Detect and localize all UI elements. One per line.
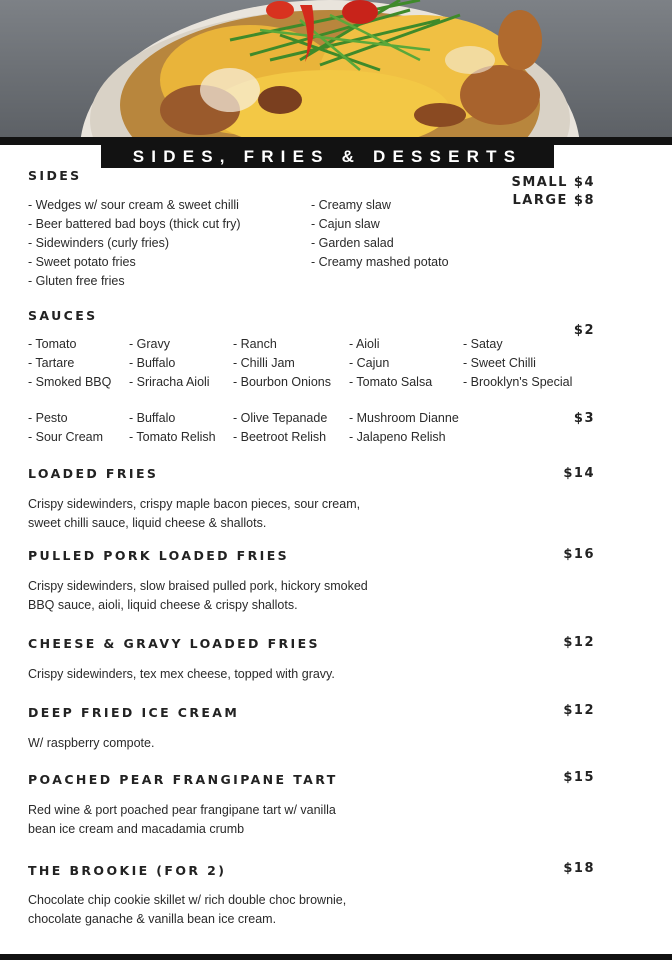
list-item: - Chilli Jam — [233, 356, 295, 370]
sauce-col — [233, 409, 327, 447]
list-item: - Aioli — [349, 337, 380, 351]
sides-price-small: SMALL $4 — [511, 175, 595, 190]
list-item: - Jalapeno Relish — [349, 430, 446, 444]
item-description — [28, 665, 335, 684]
list-item: - Tomato — [28, 337, 77, 351]
list-item: - Gravy — [129, 337, 170, 351]
list-item: - Wedges w/ sour cream & sweet chilli — [28, 198, 239, 212]
sides-price-large: LARGE $8 — [512, 193, 595, 208]
item-price: $18 — [563, 861, 595, 876]
loaded-fries-bowl-image — [0, 0, 672, 137]
sauce-col — [233, 335, 331, 392]
description-line: Red wine & port poached pear frangipane tart w/ vanilla — [28, 803, 336, 817]
list-item: - Bourbon Onions — [233, 375, 331, 389]
list-item: - Cajun slaw — [311, 217, 380, 231]
list-item: - Olive Tepanade — [233, 411, 328, 425]
item-price: $12 — [563, 635, 595, 650]
list-item: - Pesto — [28, 411, 68, 425]
item-name: LOADED FRIES — [28, 466, 159, 481]
sauce-col — [28, 335, 111, 392]
list-item: - Creamy mashed potato — [311, 255, 449, 269]
list-item: - Sriracha Aioli — [129, 375, 210, 389]
sides-heading: SIDES — [28, 168, 82, 183]
description-line: W/ raspberry compote. — [28, 736, 155, 750]
item-description — [28, 891, 346, 929]
sauces-price-3: $3 — [573, 411, 595, 426]
sauce-col — [349, 335, 432, 392]
description-line: bean ice cream and macadamia crumb — [28, 822, 245, 836]
list-item: - Creamy slaw — [311, 198, 391, 212]
header-band — [0, 137, 672, 145]
list-item: - Mushroom Dianne — [349, 411, 459, 425]
item-price: $14 — [563, 466, 595, 481]
list-item: - Buffalo — [129, 411, 176, 425]
list-item: - Brooklyn's Special — [463, 375, 573, 389]
description-line: Crispy sidewinders, slow braised pulled pork, hickory smoked — [28, 579, 368, 593]
list-item: - Garden salad — [311, 236, 394, 250]
item-name: CHEESE & GRAVY LOADED FRIES — [28, 636, 320, 651]
item-price: $12 — [563, 703, 595, 718]
sauce-col — [129, 335, 210, 392]
list-item: - Smoked BBQ — [28, 375, 112, 389]
list-item: - Sidewinders (curly fries) — [28, 236, 170, 250]
description-line: BBQ sauce, aioli, liquid cheese & crispy shallots. — [28, 598, 298, 612]
item-name: THE BROOKIE (FOR 2) — [28, 863, 227, 878]
item-price: $16 — [563, 547, 595, 562]
list-item: - Beetroot Relish — [233, 430, 327, 444]
sides-list-col1 — [28, 196, 241, 291]
item-description — [28, 801, 336, 839]
list-item: - Cajun — [349, 356, 390, 370]
list-item: - Sweet Chilli — [463, 356, 536, 370]
hero-food-photo — [0, 0, 672, 137]
description-line: Chocolate chip cookie skillet w/ rich double choc brownie, — [28, 893, 347, 907]
item-description — [28, 577, 368, 615]
sauce-col — [349, 409, 459, 447]
sauces-price-2: $2 — [573, 323, 595, 338]
description-line: Crispy sidewinders, crispy maple bacon pieces, sour cream, — [28, 497, 361, 511]
sauce-col — [129, 409, 216, 447]
item-price: $15 — [563, 770, 595, 785]
bottom-rule — [0, 954, 672, 960]
sauce-col — [28, 409, 103, 447]
sides-list-col2 — [311, 196, 449, 272]
sauce-col — [463, 335, 572, 392]
list-item: - Sweet potato fries — [28, 255, 136, 269]
description-line: sweet chilli sauce, liquid cheese & shallots. — [28, 516, 267, 530]
list-item: - Tomato Relish — [129, 430, 216, 444]
list-item: - Beer battered bad boys (thick cut fry) — [28, 217, 241, 231]
list-item: - Buffalo — [129, 356, 176, 370]
list-item: - Satay — [463, 337, 503, 351]
description-line: chocolate ganache & vanilla bean ice cream. — [28, 912, 277, 926]
list-item: - Ranch — [233, 337, 277, 351]
sauces-heading: SAUCES — [28, 308, 98, 323]
list-item: - Gluten free fries — [28, 274, 125, 288]
list-item: - Sour Cream — [28, 430, 104, 444]
page-title: SIDES, FRIES & DESSERTS — [101, 145, 554, 168]
item-description — [28, 495, 360, 533]
item-description — [28, 734, 154, 753]
description-line: Crispy sidewinders, tex mex cheese, topped with gravy. — [28, 667, 335, 681]
item-name: PULLED PORK LOADED FRIES — [28, 548, 290, 563]
item-name: DEEP FRIED ICE CREAM — [28, 705, 240, 720]
list-item: - Tomato Salsa — [349, 375, 433, 389]
item-name: POACHED PEAR FRANGIPANE TART — [28, 772, 338, 787]
list-item: - Tartare — [28, 356, 75, 370]
